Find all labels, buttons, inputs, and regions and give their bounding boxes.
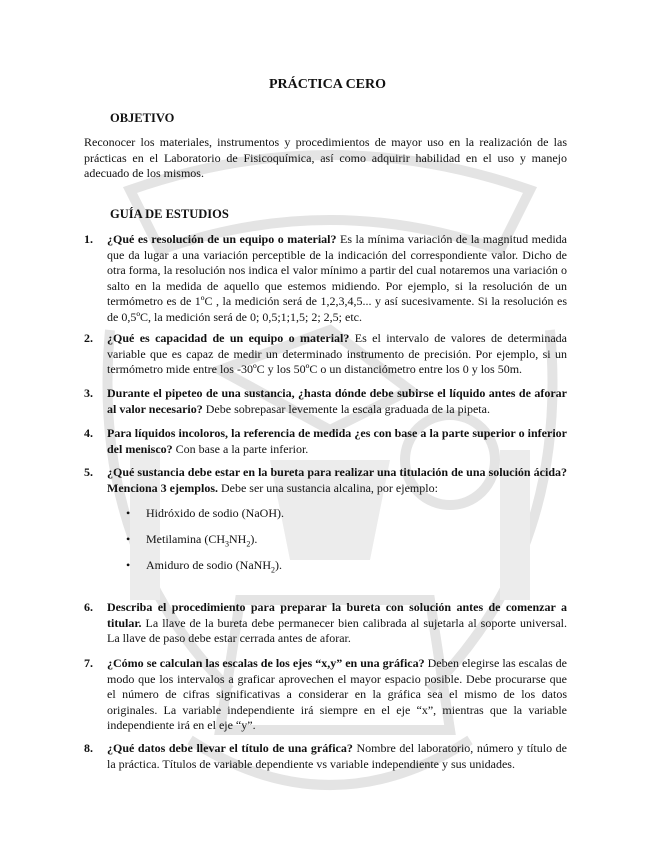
item-question: Describa el procedimiento para preparar la bureta con solución antes de comenzar a titular. (107, 600, 567, 630)
item-answer: Nombre del laboratorio, número y título de la práctica. Títulos de variable dependiente vs variable independiente y sus unidades. (107, 741, 567, 771)
guia-item-7 (84, 656, 567, 734)
item-question: ¿Qué es resolución de un equipo o material? (107, 232, 337, 246)
item-question: ¿Qué es capacidad de un equipo o material? (107, 331, 350, 345)
item-answer: Con base a la parte inferior. (172, 441, 309, 456)
item-answer: Debe sobrepasar levemente la escala graduada de la pipeta. (202, 401, 490, 416)
item-question: Para líquidos incoloros, la referencia de medida ¿es con base a la parte superior o inferior del menisco? (107, 426, 567, 456)
page-title: PRÁCTICA CERO (268, 77, 387, 92)
item-number: 6. (84, 600, 93, 614)
list-item: • Amiduro de sodio (NaNH$_2$). (126, 558, 282, 575)
objetivo-heading: OBJETIVO (110, 111, 175, 125)
item-question: ¿Qué sustancia debe estar en la bureta para realizar una titulación de una solución ácida? Menciona 3 ejemplos. (107, 465, 567, 495)
item-answer: Es la mínima variación de la magnitud medida que da lugar a una variación perceptible de la indicación del correspondiente valor. Dicho de otra forma, la resolución nos indica el valor mínimo a partir del cual notaremos una variación o salto en la medida de aquello que estemos midiendo. Por ejemplo, si la resolución de un termómetro es de 1ºC , la medición será de 1,2,3,4,5... y así sucesivamente. Si la resolución es de 0,5ºC, la medición será de 0; 0,5;1;1,5; 2; 2,5; etc. (107, 232, 567, 324)
guia-heading: GUÍA DE ESTUDIOS (110, 207, 229, 221)
list-item: • Hidróxido de sodio (NaOH). (126, 506, 284, 520)
guia-item-2 (84, 331, 567, 378)
item-number: 5. (84, 465, 93, 479)
item-answer: La llave de la bureta debe permanecer bien calibrada al sujetarla al soporte universal. La llave de paso debe estar cerrada antes de aforar. (107, 615, 567, 645)
objetivo-text: Reconocer los materiales, instrumentos y procedimientos de mayor uso en la realización de las prácticas en el Laboratorio de Fisicoquímica, así como adquirir habilidad en el uso y manejo adecuado de los mismos. (84, 135, 567, 180)
item-answer: Es el intervalo de valores de determinada variable que es capaz de medir un determinado instrumento de precisión. Por ejemplo, si un termómetro mide entre los -30ºC y los 50ºC o un distanciómetro entre los 0 y los 50m. (107, 331, 567, 376)
item-question: ¿Cómo se calculan las escalas de los ejes “x,y” en una gráfica? (107, 656, 425, 670)
item-answer: Debe ser una sustancia alcalina, por ejemplo: (217, 480, 438, 495)
guia-item-8 (84, 741, 567, 772)
item-number: 7. (84, 656, 93, 670)
guia-item-1 (84, 232, 567, 325)
item-number: 8. (84, 741, 93, 755)
item-number: 1. (84, 232, 93, 246)
examples-list (118, 505, 284, 583)
bullet-icon: • (126, 506, 131, 520)
item-answer: Deben elegirse las escalas de modo que los intervalos a graficar aprovechen el mayor espacio posible. Debe procurarse que el número de cifras significativas a considerar en la gráfica sea el mismo de los datos originales. La variable independiente irá siempre en el eje “x”, mientras que la variable independiente irá en el eje “y”. (107, 656, 568, 732)
item-question: Durante el pipeteo de una sustancia, ¿hasta dónde debe subirse el líquido antes de aforar al valor necesario? (107, 386, 567, 416)
guia-item-4 (84, 426, 567, 457)
bullet-icon: • (126, 532, 131, 546)
item-number: 3. (84, 386, 93, 400)
guia-item-6 (84, 600, 567, 647)
guia-item-3 (84, 386, 567, 417)
item-number: 4. (84, 426, 93, 440)
list-item: • Metilamina $(CH_3NH_2)$. (126, 532, 258, 549)
bullet-icon: • (126, 558, 131, 572)
item-number: 2. (84, 331, 93, 345)
item-question: ¿Qué datos debe llevar el título de una gráfica? (107, 741, 353, 755)
guia-item-5 (84, 465, 567, 496)
